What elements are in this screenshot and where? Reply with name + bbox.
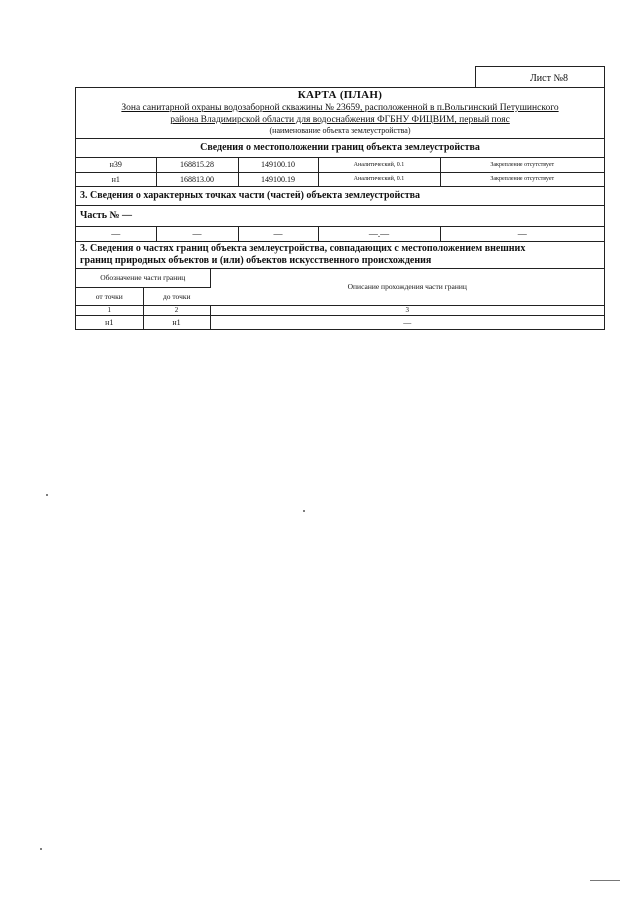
point-cell: н1 <box>76 172 156 186</box>
coinciding-parts-title-line2: границ природных объектов и (или) объектов искусственного происхождения <box>80 255 432 266</box>
form-header <box>76 88 604 139</box>
from-header: от точки <box>76 287 143 305</box>
y-cell: 149100.19 <box>238 172 318 186</box>
scan-speck <box>303 510 305 512</box>
dash-cell: —.— <box>318 227 440 241</box>
method-cell: Аналитический, 0.1 <box>318 172 440 186</box>
scan-mark <box>590 880 620 881</box>
sheet-number-box <box>475 66 605 88</box>
from-cell: н1 <box>76 315 143 329</box>
to-header: до точки <box>143 287 210 305</box>
boundaries-table <box>76 158 604 186</box>
form-title: КАРТА (ПЛАН) <box>297 89 383 101</box>
method-cell: Аналитический, 0.1 <box>318 158 440 172</box>
dash-cell: — <box>238 227 318 241</box>
table-row <box>76 158 604 172</box>
dash-cell: — <box>156 227 238 241</box>
designation-header: Обозначение части границ <box>76 269 210 287</box>
description-cell: Закрепление отсутствует <box>490 176 555 183</box>
table-row <box>76 172 604 186</box>
dash-cell: — <box>76 227 156 241</box>
column-number-row <box>76 305 604 315</box>
coinciding-parts-title <box>76 242 604 269</box>
table-row <box>76 315 604 329</box>
object-name-caption: (наименование объекта землеустройства) <box>269 126 411 135</box>
point-cell: н39 <box>76 158 156 172</box>
coinciding-parts-table-wrap <box>76 269 604 329</box>
column-number: 3 <box>210 305 604 315</box>
to-cell: н1 <box>143 315 210 329</box>
table-header-row <box>76 269 604 287</box>
description-cell: — <box>403 317 412 327</box>
description-cell: Закрепление отсутствует <box>440 158 604 172</box>
coinciding-parts-table <box>76 269 604 329</box>
scan-speck <box>46 494 48 496</box>
y-cell: 149100.10 <box>238 158 318 172</box>
table-row <box>76 227 604 241</box>
boundaries-table-wrap <box>76 158 604 187</box>
x-cell: 168813.00 <box>156 172 238 186</box>
description-header: Описание прохождения части границ <box>210 269 604 305</box>
sheet-number: Лист №8 <box>530 73 568 84</box>
boundaries-section-title: Сведения о местоположении границ объекта землеустройства <box>76 139 604 158</box>
part-number-label: Часть № — <box>76 206 604 227</box>
object-name-line1: Зона санитарной охраны водозаборной скважины № 23659, расположенной в п.Вольгинский Петушинского <box>121 103 559 113</box>
column-number: 1 <box>76 305 143 315</box>
characteristic-points-table-wrap <box>76 227 604 242</box>
dash-cell: — <box>517 229 527 239</box>
object-name-line2: района Владимирской области для водоснабжения ФГБНУ ФИЦВИМ, первый пояс <box>170 115 510 125</box>
characteristic-points-title: 3. Сведения о характерных точках части (частей) объекта землеустройства <box>76 187 604 206</box>
x-cell: 168815.28 <box>156 158 238 172</box>
characteristic-points-table <box>76 227 604 241</box>
column-number: 2 <box>143 305 210 315</box>
map-plan-form <box>75 87 605 330</box>
scan-speck <box>40 848 42 850</box>
coinciding-parts-title-line1: 3. Сведения о частях границ объекта землеустройства, совпадающих с местоположением внешних <box>80 243 526 254</box>
